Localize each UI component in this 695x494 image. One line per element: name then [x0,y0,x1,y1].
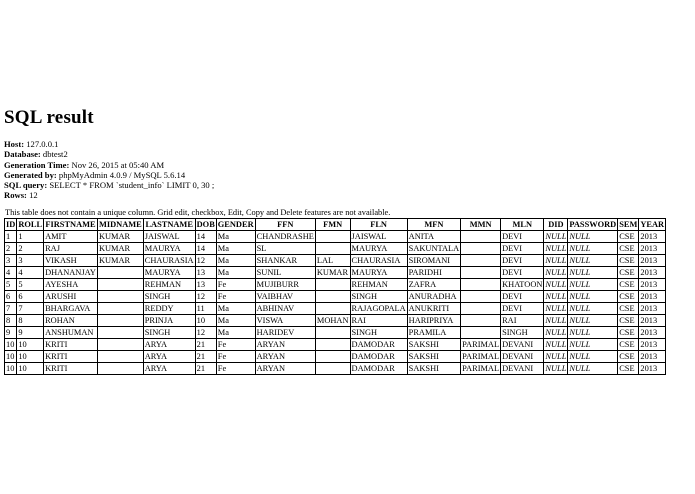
table-cell-mfn: ANUKRITI [407,303,461,315]
table-cell-lastname: PRINJA [143,315,195,327]
table-row [5,279,666,291]
table-cell-fmn [315,231,350,243]
meta-rows [4,190,214,200]
column-header-mmn: MMN [461,219,501,231]
table-row [5,291,666,303]
table-cell-mfn: PARIDHI [407,267,461,279]
table-cell-mfn: HARIPRIYA [407,315,461,327]
table-cell-fln: MAURYA [350,243,407,255]
column-header-roll: ROLL [18,220,43,229]
table-cell-firstname: KRITI [44,339,98,351]
table-cell-sem: CSE [618,315,639,327]
table-cell-gender: Fe [216,339,255,351]
table-cell-firstname: ANSHUMAN [44,327,98,339]
table-cell-roll: 4 [17,267,44,279]
meta-value: phpMyAdmin 4.0.9 / MySQL 5.6.14 [58,169,186,180]
table-cell-fmn [315,291,350,303]
table-cell-password: NULL [568,279,618,291]
table-cell-mmn: PARIMAL [462,352,500,361]
table-row [5,267,666,279]
table-body [5,231,666,375]
table-cell-roll: 5 [17,279,44,291]
table-cell-dob: 11 [195,303,216,315]
table-cell-year: 2013 [639,327,666,339]
table-cell-dob: 21 [195,363,216,375]
column-header-ffn: FFN [255,219,315,231]
table-cell-lastname: REHMAN [143,279,195,291]
table-cell-mln: DEVI [501,291,544,303]
column-header-password: PASSWORD [569,220,617,229]
table-cell-midname [97,351,143,363]
table-cell-midname [97,339,143,351]
table-cell-mln: DEVANI [501,363,544,375]
meta-label: Generation Time: [4,159,70,170]
table-cell-year: 2013 [639,351,666,363]
column-header-mfn: MFN [407,219,461,231]
table-cell-fln: RAJAGOPALA [351,304,406,313]
column-header-lastname: LASTNAME [143,219,195,231]
table-cell-id: 10 [5,339,17,351]
table-cell-lastname: SINGH [143,291,195,303]
table-cell-id: 10 [5,363,17,375]
table-cell-sem: CSE [618,267,639,279]
table-cell-gender: Fe [216,291,255,303]
table-cell-did: NULL [545,340,567,349]
table-cell-sem: CSE [618,363,639,375]
table-cell-year: 2013 [639,243,666,255]
table-cell-sem: CSE [618,303,639,315]
column-header-fln: FLN [350,219,407,231]
table-cell-dob: 21 [195,351,216,363]
table-cell-mln: DEVI [501,231,544,243]
table-cell-mmn: PARIMAL [462,340,500,349]
table-cell-password: NULL [568,315,618,327]
table-row [5,243,666,255]
column-header-fmn: FMN [315,219,350,231]
table-row [5,339,666,351]
table-cell-roll: 1 [17,231,44,243]
table-cell-sem: CSE [618,255,639,267]
table-cell-mfn: ZAFRA [407,279,461,291]
meta-label: Rows: [4,190,27,201]
table-cell-lastname: REDDY [143,303,195,315]
table-cell-fmn: KUMAR [316,268,349,277]
table-cell-gender: Ma [216,267,255,279]
table-cell-mmn [461,279,501,291]
table-cell-roll: 10 [17,339,44,351]
table-cell-gender: Ma [216,255,255,267]
table-cell-year: 2013 [639,255,666,267]
table-cell-id: 1 [5,231,17,243]
table-cell-mmn [461,291,501,303]
table-cell-dob: 14 [195,231,216,243]
meta-label: Database: [4,149,41,160]
table-cell-password: NULL [568,303,618,315]
table-cell-ffn: SL [255,243,315,255]
table-cell-year: 2013 [639,267,666,279]
table-cell-firstname: ROHAN [44,315,98,327]
table-cell-password: NULL [568,339,618,351]
table-row [5,363,666,375]
table-cell-dob: 12 [195,291,216,303]
table-cell-roll: 9 [17,327,44,339]
table-header-row [5,219,666,231]
table-cell-fln: RAI [350,315,407,327]
table-cell-fmn [315,243,350,255]
column-header-firstname: FIRSTNAME [45,220,96,229]
table-cell-ffn: HARIDEV [255,327,315,339]
table-cell-did: NULL [545,292,567,301]
table-cell-roll: 6 [17,291,44,303]
table-cell-mln: DEVI [501,303,544,315]
table-cell-lastname: MAURYA [143,243,195,255]
table-cell-fln: DAMODAR [350,339,407,351]
table-row [5,303,666,315]
table-cell-fln: REHMAN [350,279,407,291]
table-cell-dob: 12 [195,327,216,339]
table-cell-firstname: KRITI [44,351,98,363]
table-notice: This table does not contain a unique column. Grid edit, checkbox, Edit, Copy and Delete features are not available. [5,208,391,217]
table-cell-fmn [315,327,350,339]
table-cell-mfn: SAKSHI [407,351,461,363]
table-row [5,351,666,363]
table-cell-mmn [461,303,501,315]
meta-value: 127.0.0.1 [26,139,59,149]
table-cell-sem: CSE [618,231,639,243]
table-cell-password: NULL [568,327,618,339]
table-cell-year: 2013 [639,363,666,375]
meta-label: Generated by: [4,169,57,180]
table-cell-roll: 7 [17,303,44,315]
table-row [5,327,666,339]
table-cell-gender: Fe [216,363,255,375]
table-cell-ffn: ARYAN [255,363,315,375]
table-cell-mfn: SAKSHI [407,363,461,375]
table-cell-year: 2013 [639,279,666,291]
table-cell-gender: Ma [216,303,255,315]
meta-generated-by [4,170,214,180]
table-cell-dob: 13 [195,279,216,291]
table-cell-roll: 2 [17,243,44,255]
meta-generation-time [4,160,214,170]
table-cell-fln: DAMODAR [350,351,407,363]
table-cell-mmn [461,231,501,243]
table-cell-ffn: ABHINAV [255,303,315,315]
table-cell-mln: DEVANI [501,339,544,351]
table-cell-midname: KUMAR [97,243,143,255]
table-cell-sem: CSE [618,339,639,351]
table-cell-mln: DEVI [501,255,544,267]
table-cell-mmn [461,255,501,267]
table-cell-fln: SINGH [350,327,407,339]
column-header-id: ID [6,220,16,229]
table-cell-sem: CSE [618,351,639,363]
table-cell-ffn: SUNIL [255,267,315,279]
table-cell-year: 2013 [639,291,666,303]
table-cell-gender: Ma [216,231,255,243]
table-cell-id: 5 [5,279,17,291]
table-cell-ffn: MUJIBURR [255,279,315,291]
table-cell-lastname: MAURYA [143,267,195,279]
meta-label: Host: [4,139,25,149]
table-cell-lastname: CHAURASIA [144,256,194,265]
table-cell-did: NULL [545,364,567,373]
table-cell-id: 9 [5,327,17,339]
table-cell-ffn: VISWA [255,315,315,327]
table-cell-fmn [315,303,350,315]
table-cell-lastname: JAISWAL [143,231,195,243]
table-cell-mfn: SAKUNTALA [408,244,460,253]
table-cell-year: 2013 [639,339,666,351]
table-cell-mmn [461,315,501,327]
table-cell-mfn: ANURADHA [407,291,461,303]
table-cell-mfn: SAKSHI [407,339,461,351]
table-cell-lastname: SINGH [143,327,195,339]
table-cell-mmn [461,267,501,279]
table-cell-fln: MAURYA [350,267,407,279]
table-cell-gender: Ma [216,243,255,255]
table-cell-id: 7 [5,303,17,315]
table-cell-gender: Fe [216,279,255,291]
table-cell-id: 8 [5,315,17,327]
table-cell-mfn: ANITA [407,231,461,243]
table-cell-did: NULL [545,328,567,337]
table-cell-password: NULL [568,291,618,303]
table-cell-midname: KUMAR [97,231,143,243]
table-cell-year: 2013 [639,231,666,243]
table-cell-gender: Ma [216,315,255,327]
table-cell-fmn [315,279,350,291]
table-cell-midname: KUMAR [97,255,143,267]
table-row [5,315,666,327]
table-cell-id: 4 [5,267,17,279]
table-cell-id: 10 [5,351,17,363]
table-cell-midname [97,363,143,375]
meta-label: SQL query: [4,180,48,191]
table-cell-ffn: SHANKAR [255,255,315,267]
table-cell-mln: DEVANI [501,351,544,363]
table-cell-dob: 10 [195,315,216,327]
table-cell-sem: CSE [618,243,639,255]
table-row [5,255,666,267]
table-cell-dob: 14 [195,243,216,255]
table-cell-did: NULL [545,352,567,361]
meta-value: Nov 26, 2015 at 05:40 AM [71,159,165,170]
table-cell-fmn [315,351,350,363]
table-cell-midname [97,291,143,303]
table-cell-firstname: AMIT [44,231,98,243]
table-cell-fln: DAMODAR [350,363,407,375]
table-cell-fmn: LAL [315,255,350,267]
table-cell-dob: 12 [195,255,216,267]
table-cell-mln: SINGH [501,327,544,339]
result-table [4,218,666,375]
table-cell-mfn: SIROMANI [407,255,461,267]
table-cell-password: NULL [568,255,618,267]
table-cell-gender: Fe [216,351,255,363]
table-cell-midname [97,267,143,279]
table-cell-year: 2013 [639,303,666,315]
column-header-dob: DOB [196,220,215,229]
table-cell-midname [97,279,143,291]
table-cell-midname [97,303,143,315]
table-cell-ffn: CHANDRASHE [256,232,314,241]
table-cell-mfn: PRAMILA [407,327,461,339]
column-header-year: YEAR [640,220,665,229]
meta-value: SELECT * FROM `student_info` LIMIT 0, 30 ; [49,180,215,191]
table-cell-firstname: AYESHA [44,279,98,291]
table-cell-did: NULL [545,256,567,265]
table-cell-dob: 21 [195,339,216,351]
meta-sql-query [4,180,214,190]
table-cell-did: NULL [545,244,567,253]
table-cell-firstname: DHANANJAY [45,268,96,277]
export-metadata [4,139,214,201]
table-cell-fln: CHAURASIA [350,255,407,267]
table-cell-id: 2 [5,243,17,255]
table-cell-firstname: RAJ [44,243,98,255]
table-cell-ffn: VAIBHAV [255,291,315,303]
column-header-did: DID [544,219,568,231]
column-header-midname: MIDNAME [98,220,142,229]
table-cell-did: NULL [545,232,567,241]
table-cell-firstname: ARUSHI [44,291,98,303]
table-cell-mln: DEVI [501,243,544,255]
table-cell-sem: CSE [618,327,639,339]
table-cell-fln: JAISWAL [350,231,407,243]
table-cell-password: NULL [568,351,618,363]
column-header-gender: GENDER [217,220,254,229]
table-cell-sem: CSE [618,291,639,303]
column-header-mln: MLN [501,219,544,231]
table-cell-did: NULL [545,268,567,277]
table-cell-mln: RAI [501,315,544,327]
table-cell-fln: SINGH [350,291,407,303]
table-cell-mmn: PARIMAL [462,364,500,373]
table-cell-ffn: ARYAN [255,339,315,351]
table-cell-year: 2013 [639,315,666,327]
table-cell-mmn [461,243,501,255]
table-cell-ffn: ARYAN [255,351,315,363]
table-cell-lastname: ARYA [143,363,195,375]
table-cell-password: NULL [568,267,618,279]
table-cell-password: NULL [568,231,618,243]
table-cell-fmn: MOHAN [316,316,349,325]
meta-database [4,149,214,159]
table-cell-gender: Ma [216,327,255,339]
table-cell-did: NULL [545,304,567,313]
table-cell-password: NULL [568,363,618,375]
table-cell-firstname: VIKASH [44,255,98,267]
table-cell-password: NULL [568,243,618,255]
table-cell-firstname: BHARGAVA [44,303,98,315]
table-cell-mln: KHATOON [502,280,543,289]
table-cell-fmn [315,339,350,351]
page-title: SQL result [4,107,94,128]
table-cell-did: NULL [545,316,567,325]
table-cell-mln: DEVI [501,267,544,279]
table-cell-roll: 10 [17,351,44,363]
table-cell-dob: 13 [195,267,216,279]
table-cell-lastname: ARYA [143,339,195,351]
table-cell-id: 6 [5,291,17,303]
meta-value: dbtest2 [42,149,68,160]
table-cell-roll: 3 [17,255,44,267]
table-cell-lastname: ARYA [143,351,195,363]
table-cell-roll: 10 [17,363,44,375]
table-cell-midname [97,327,143,339]
meta-value: 12 [29,190,38,201]
table-cell-sem: CSE [618,279,639,291]
table-cell-firstname: KRITI [44,363,98,375]
table-cell-roll: 8 [17,315,44,327]
table-cell-mmn [461,327,501,339]
table-cell-fmn [315,363,350,375]
table-cell-id: 3 [5,255,17,267]
table-cell-did: NULL [545,280,567,289]
meta-host [4,139,214,149]
table-row [5,231,666,243]
table-cell-midname [97,315,143,327]
column-header-sem: SEM [619,220,638,229]
